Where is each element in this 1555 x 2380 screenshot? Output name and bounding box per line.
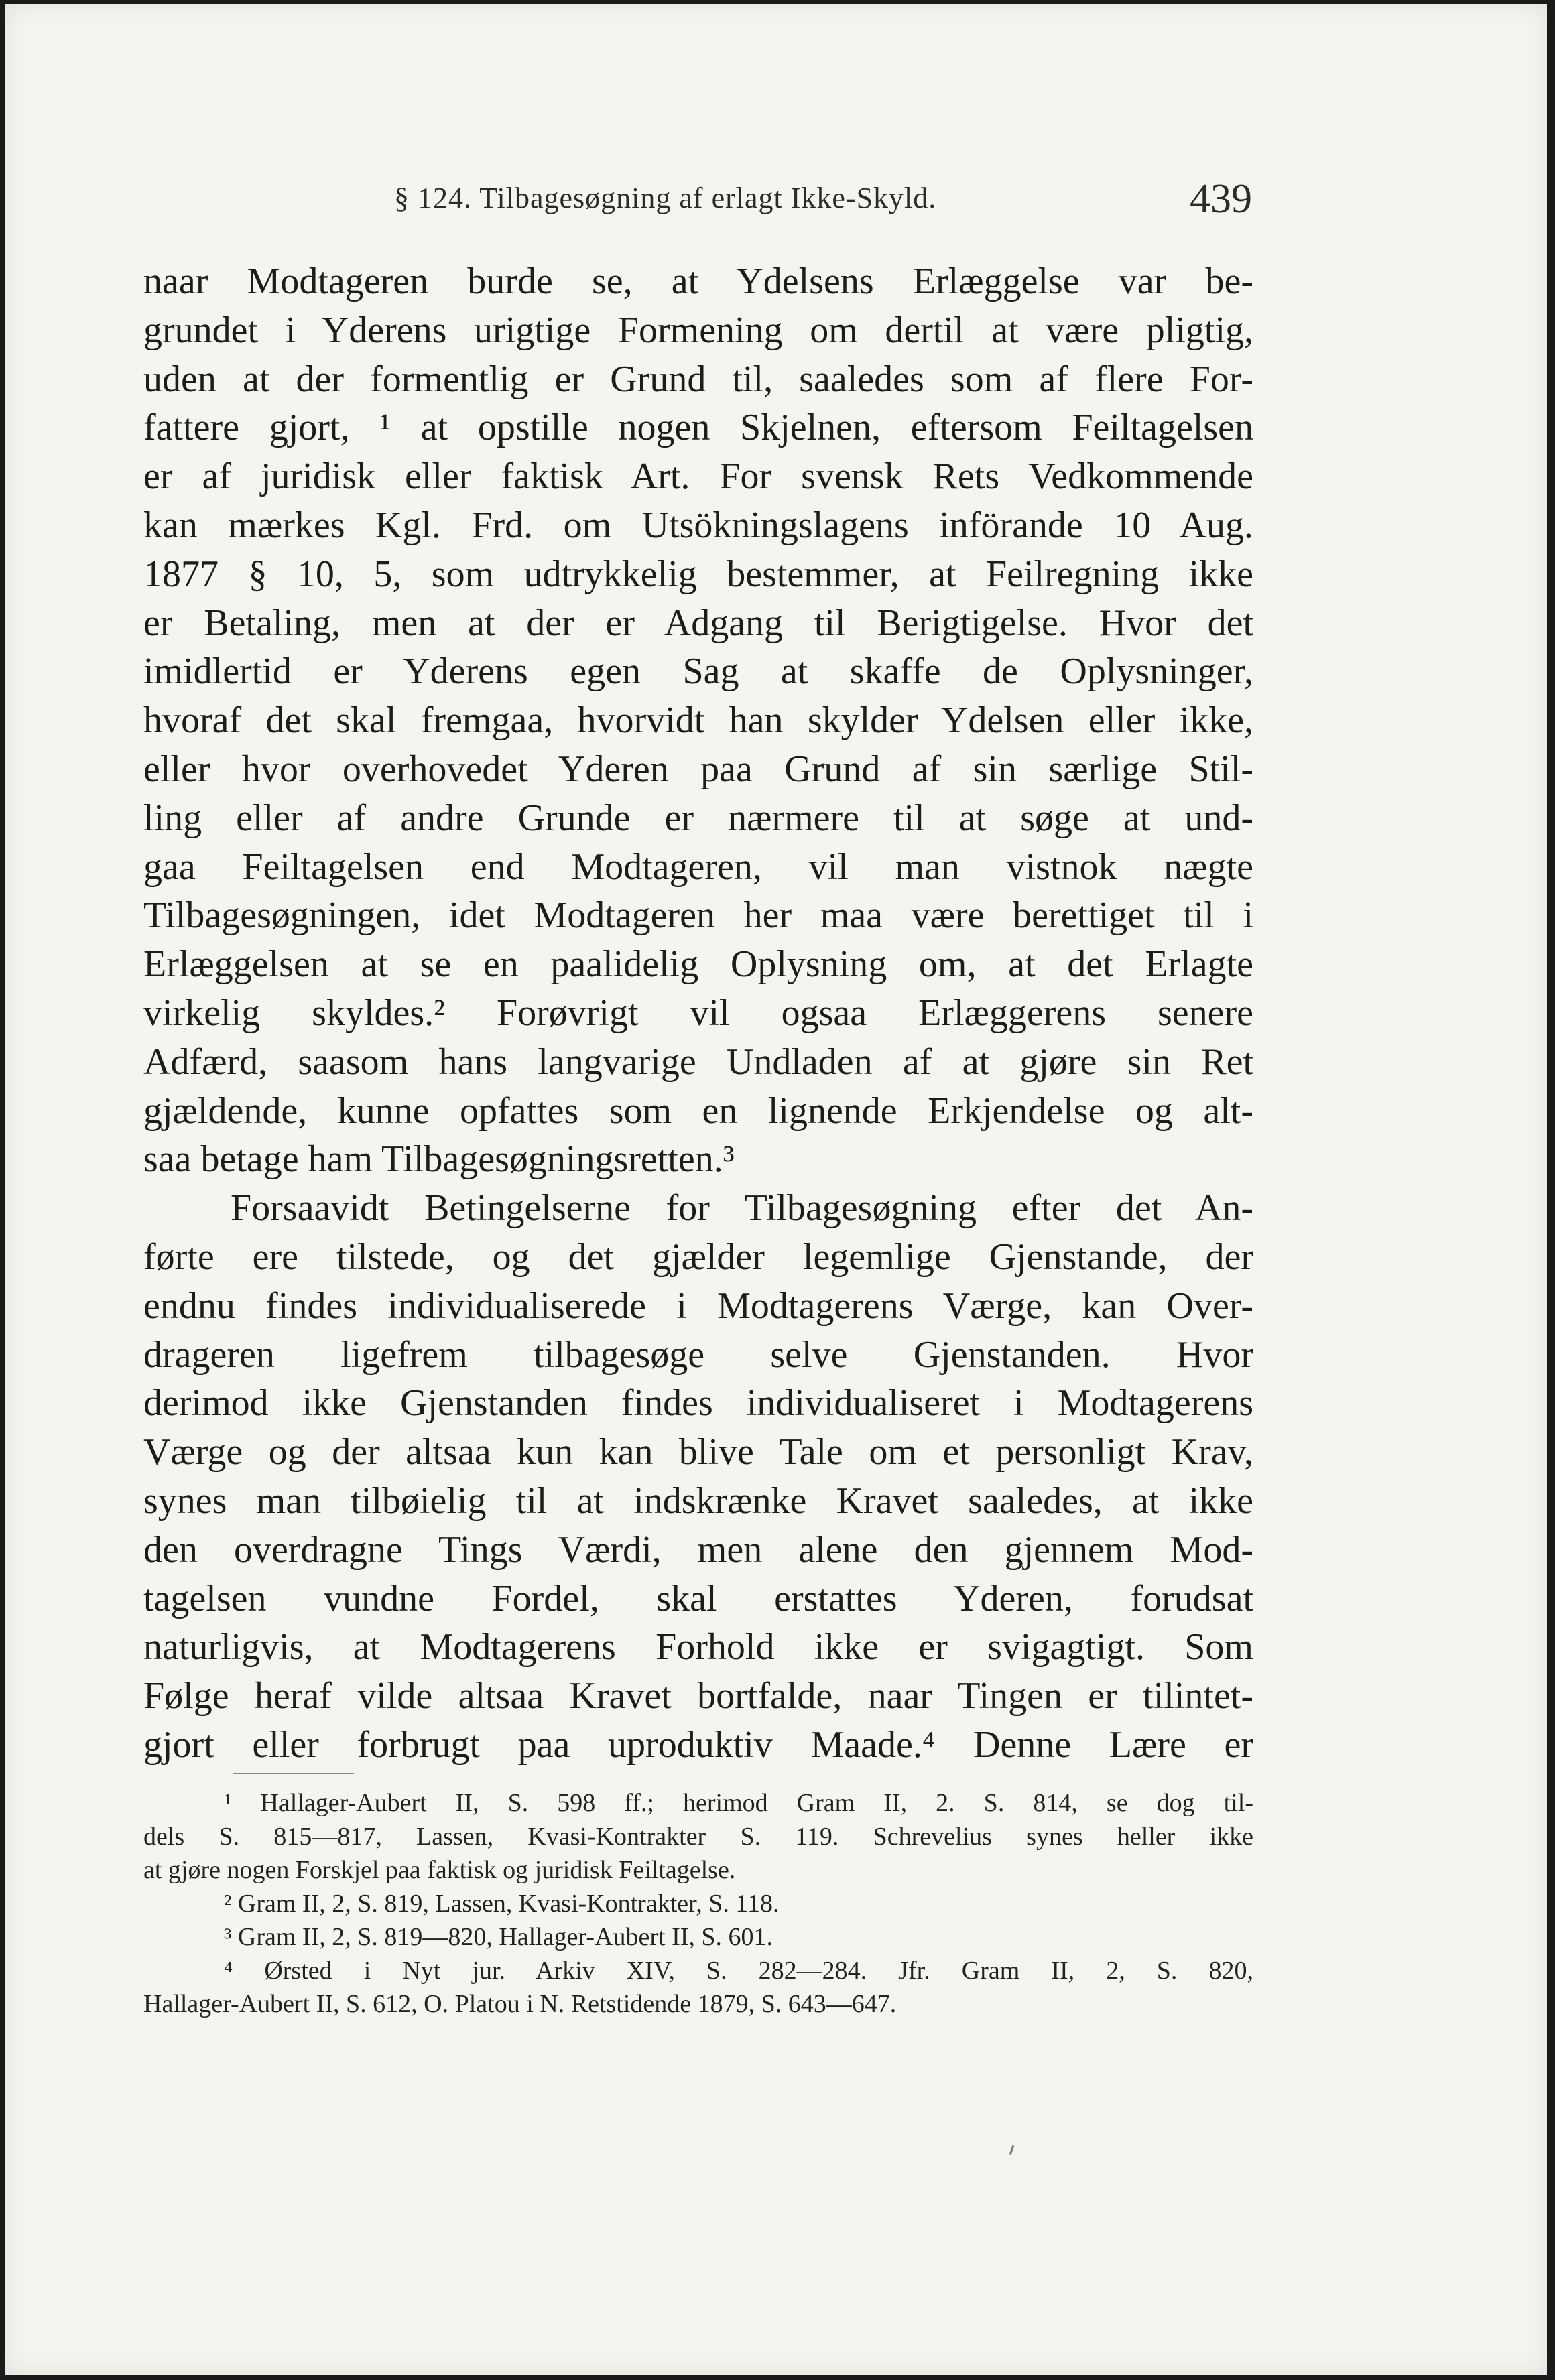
body-text [143,257,1253,1770]
footnote-line: ² Gram II, 2, S. 819, Lassen, Kvasi-Kontrakter, S. 118. [224,1890,780,1918]
text-line: Erlæggelsen at se en paalidelig Oplysning om, at det Erlagte [143,943,1253,986]
text-line: gjældende, kunne opfattes som en lignende Erkjendelse og alt- [143,1089,1253,1132]
text-line: Forsaavidt Betingelserne for Tilbagesøgning efter det An- [231,1187,1253,1230]
text-line: Adfærd, saasom hans langvarige Undladen af at gjøre sin Ret [143,1041,1253,1083]
running-title: § 124. Tilbagesøgning af erlagt Ikke-Skyld. [394,182,937,214]
page-number: 439 [1190,176,1252,222]
text-line: saa betage ham Tilbagesøgningsretten.³ [143,1138,735,1181]
text-line: Værge og der altsaa kun kan blive Tale om et personligt Krav, [143,1431,1253,1473]
text-line: kan mærkes Kgl. Frd. om Utsökningslagens införande 10 Aug. [143,504,1253,546]
text-line: naturligvis, at Modtagerens Forhold ikke er svigagtigt. Som [143,1626,1253,1668]
text-line: førte ere tilstede, og det gjælder legemlige Gjenstande, der [143,1236,1253,1278]
book-page [5,4,1547,2375]
footnote-line: at gjøre nogen Forskjel paa faktisk og juridisk Feiltagelse. [143,1856,736,1884]
text-line: uden at der formentlig er Grund til, saaledes som af flere For- [143,358,1253,400]
text-line: grundet i Yderens urigtige Formening om dertil at være pligtig, [143,309,1253,351]
footnote-line: ³ Gram II, 2, S. 819—820, Hallager-Aubert II, S. 601. [224,1923,773,1951]
footnotes [143,1786,1253,2021]
text-line: hvoraf det skal fremgaa, hvorvidt han skylder Ydelsen eller ikke, [143,700,1253,742]
text-line: derimod ikke Gjenstanden findes individualiseret i Modtagerens [143,1382,1253,1425]
footnote-line: Hallager-Aubert II, S. 612, O. Platou i N. Retstidende 1879, S. 643—647. [143,1990,897,2018]
text-line: ling eller af andre Grunde er nærmere til at søge at und- [143,797,1253,839]
footnote-line: ¹ Hallager-Aubert II, S. 598 ff.; herimod Gram II, 2. S. 814, se dog til- [224,1789,1253,1817]
footnote-line: ⁴ Ørsted i Nyt jur. Arkiv XIV, S. 282—284. Jfr. Gram II, 2, S. 820, [224,1957,1253,1985]
text-line: drageren ligefrem tilbagesøge selve Gjenstanden. Hvor [143,1333,1253,1376]
paper-speck [1009,2145,1015,2155]
text-line: naar Modtageren burde se, at Ydelsens Erlæggelse var be- [143,261,1253,302]
text-line: Følge heraf vilde altsaa Kravet bortfalde, naar Tingen er tilintet- [143,1675,1253,1717]
text-line: synes man tilbøielig til at indskrænke Kravet saaledes, at ikke [143,1479,1253,1522]
text-line: er af juridisk eller faktisk Art. For svensk Rets Vedkommende [143,456,1253,498]
text-line: virkelig skyldes.² Forøvrigt vil ogsaa Erlæggerens senere [143,992,1253,1034]
page-header [139,176,1252,229]
text-line: gjort eller forbrugt paa uproduktiv Maade.⁴ Denne Lære er [143,1723,1253,1766]
text-line: tagelsen vundne Fordel, skal erstattes Yderen, forudsat [143,1577,1253,1619]
footnote-divider [233,1773,354,1774]
text-line: eller hvor overhovedet Yderen paa Grund af sin særlige Stil- [143,748,1253,790]
text-line: den overdragne Tings Værdi, men alene den gjennem Mod- [143,1528,1253,1571]
text-line: endnu findes individualiserede i Modtagerens Værge, kan Over- [143,1284,1253,1327]
text-line: gaa Feiltagelsen end Modtageren, vil man vistnok nægte [143,846,1253,888]
text-line: 1877 § 10, 5, som udtrykkelig bestemmer, at Feilregning ikke [143,553,1253,595]
text-line: Tilbagesøgningen, idet Modtageren her maa være berettiget til i [143,895,1253,937]
text-line: er Betaling, men at der er Adgang til Berigtigelse. Hvor det [143,602,1253,644]
footnote-line: dels S. 815—817, Lassen, Kvasi-Kontrakter S. 119. Schrevelius synes heller ikke [143,1823,1253,1851]
text-line: imidlertid er Yderens egen Sag at skaffe de Oplysninger, [143,651,1253,693]
text-line: fattere gjort, ¹ at opstille nogen Skjelnen, eftersom Feiltagelsen [143,407,1253,449]
